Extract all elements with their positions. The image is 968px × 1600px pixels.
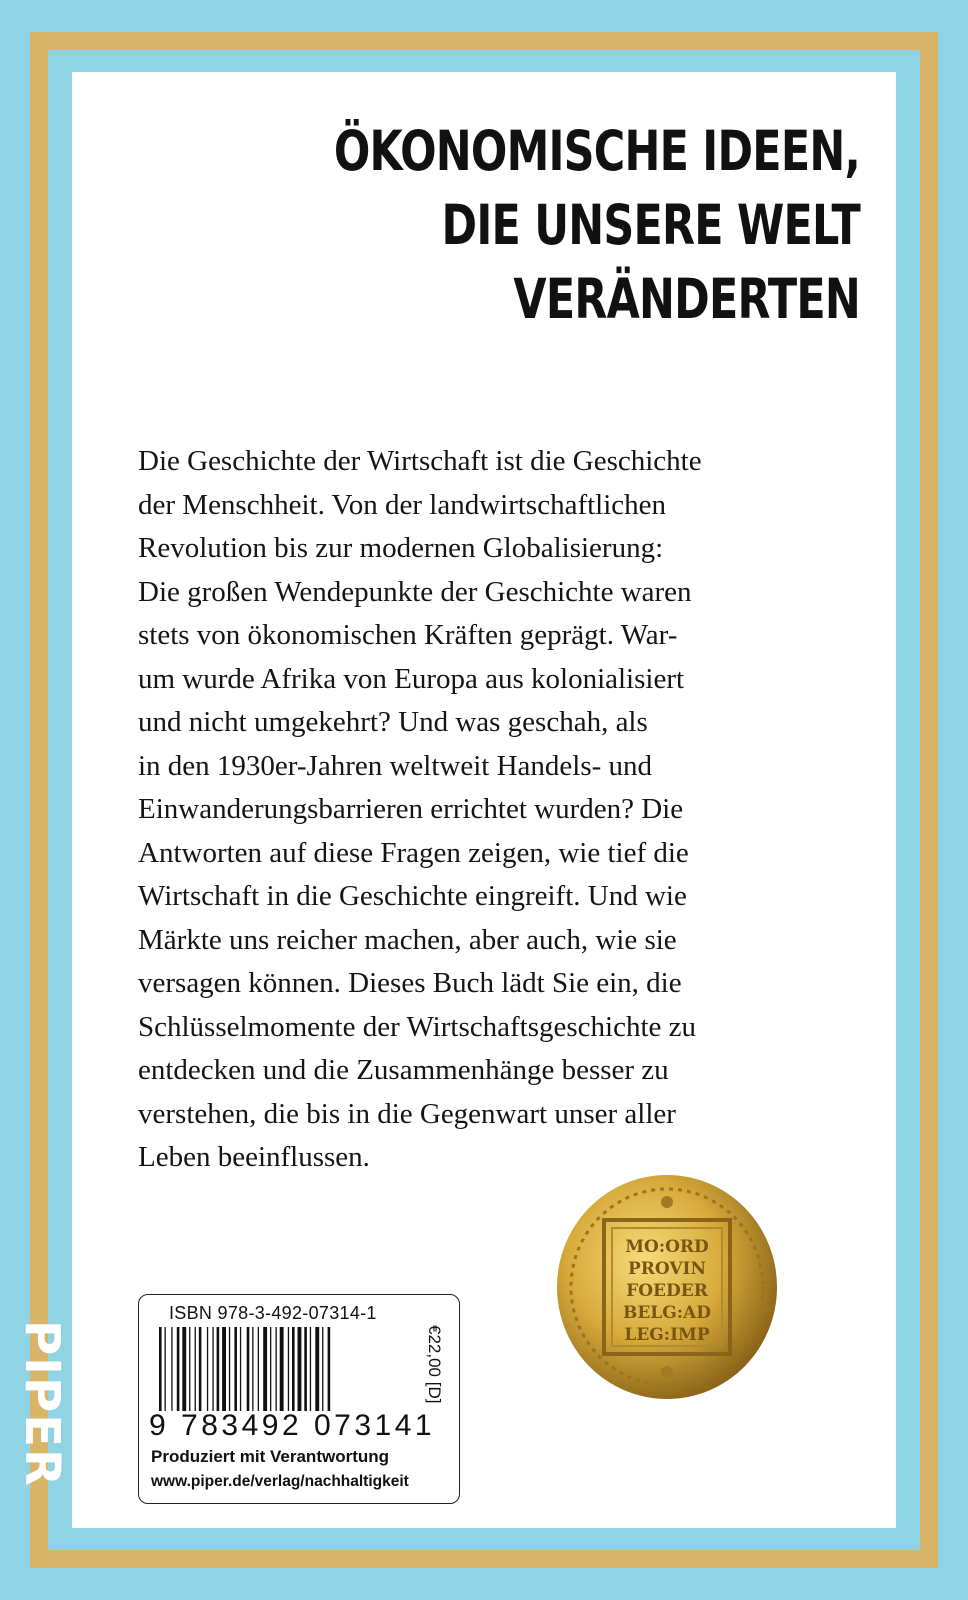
production-note: Produziert mit Verantwortung xyxy=(151,1447,390,1466)
barcode-bar xyxy=(222,1327,226,1411)
gold-coin-image xyxy=(552,1172,782,1402)
barcode-bar xyxy=(322,1327,323,1411)
publisher-logo: PIPER xyxy=(14,1320,70,1488)
blurb-line: Die großen Wendepunkte der Geschichte waren xyxy=(138,575,692,608)
barcode-bar xyxy=(315,1327,319,1411)
barcode-bar xyxy=(258,1327,259,1411)
barcode-bar xyxy=(240,1327,241,1411)
barcode-bar xyxy=(217,1327,220,1411)
blurb-line: Schlüsselmomente der Wirtschaftsgeschichte zu xyxy=(138,1010,696,1043)
barcode-bar xyxy=(292,1327,295,1411)
blurb-line: Leben beeinflussen. xyxy=(138,1141,370,1173)
barcode-bar xyxy=(171,1327,172,1411)
back-cover-panel xyxy=(72,72,896,1528)
coin-line: FOEDER xyxy=(626,1281,708,1301)
blurb-line: Märkte uns reicher machen, aber auch, wie sie xyxy=(138,923,677,956)
barcode-bar xyxy=(182,1327,186,1411)
barcode-bar xyxy=(165,1327,166,1411)
barcode-bar xyxy=(276,1327,277,1411)
barcode-bar xyxy=(310,1327,311,1411)
blurb-line: verstehen, die bis in die Gegenwart unser aller xyxy=(138,1097,676,1130)
barcode-bars xyxy=(159,1327,394,1411)
sustainability-url: www.piper.de/verlag/nachhaltigkeit xyxy=(151,1473,409,1490)
blurb-line: der Menschheit. Von der landwirtschaftlichen xyxy=(138,488,667,521)
blurb-line: Einwanderungsbarrieren errichtet wurden? Die xyxy=(138,793,684,825)
barcode-bar xyxy=(280,1327,284,1411)
barcode-box xyxy=(138,1294,460,1504)
headline-line: VERÄNDERTEN xyxy=(513,267,860,331)
headline-line: DIE UNSERE WELT xyxy=(441,193,860,257)
barcode-digits: 9 783492 073141 xyxy=(149,1409,436,1442)
barcode-bar xyxy=(263,1327,267,1411)
barcode-bar xyxy=(195,1327,196,1411)
coin-line: PROVIN xyxy=(627,1259,707,1279)
barcode-bar xyxy=(234,1327,237,1411)
isbn-label: ISBN 978-3-492-07314-1 xyxy=(169,1303,377,1323)
barcode-bar xyxy=(252,1327,253,1411)
blurb-line: um wurde Afrika von Europa aus kolonialisiert xyxy=(138,662,685,695)
barcode-bar xyxy=(270,1327,271,1411)
blurb-line: in den 1930er-Jahren weltweit Handels- und xyxy=(138,749,653,782)
blurb-text xyxy=(138,440,838,1180)
barcode-bar xyxy=(304,1327,307,1411)
blurb-line: stets von ökonomischen Kräften geprägt. War- xyxy=(138,619,678,651)
barcode-bar xyxy=(189,1327,190,1411)
barcode-bar xyxy=(229,1327,230,1411)
blurb-line: Antworten auf diese Fragen zeigen, wie tief die xyxy=(138,836,689,869)
blurb-line: Wirtschaft in die Geschichte eingreift. Und wie xyxy=(138,880,687,912)
coin-line: LEG:IMP xyxy=(624,1325,710,1345)
blurb-line: versagen können. Dieses Buch lädt Sie ein, die xyxy=(138,967,682,999)
price-label: €22,00 [D] xyxy=(425,1325,444,1404)
coin-line: BELG:AD xyxy=(622,1303,712,1323)
barcode-bar xyxy=(199,1327,202,1411)
coin-line: MO:ORD xyxy=(625,1237,709,1257)
barcode-bar xyxy=(212,1327,213,1411)
headline xyxy=(314,114,860,336)
barcode-bar xyxy=(177,1327,180,1411)
blurb-line: Die Geschichte der Wirtschaft ist die Geschichte xyxy=(138,445,702,477)
headline-line: ÖKONOMISCHE IDEEN, xyxy=(333,119,860,183)
barcode-bar xyxy=(247,1327,250,1411)
barcode-bar xyxy=(328,1327,331,1411)
blurb-line: Revolution bis zur modernen Globalisierung: xyxy=(138,532,664,564)
barcode-bar xyxy=(288,1327,289,1411)
barcode-bar xyxy=(207,1327,208,1411)
blurb-line: entdecken und die Zusammenhänge besser zu xyxy=(138,1054,669,1086)
barcode-bar xyxy=(159,1327,162,1411)
blurb-line: und nicht umgekehrt? Und was geschah, als xyxy=(138,706,648,738)
barcode-bar xyxy=(298,1327,302,1411)
